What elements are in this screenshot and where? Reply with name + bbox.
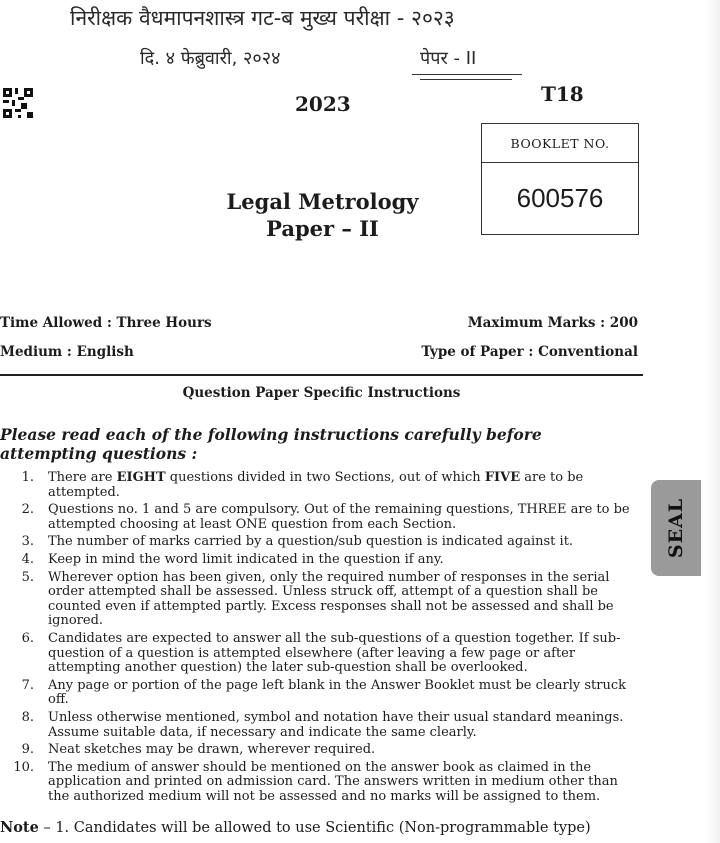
seal-tab [651,480,701,576]
time-allowed: Time Allowed : Three Hours [0,315,212,331]
instruction-item [0,632,640,676]
exam-year: 2023 [295,92,351,116]
handwritten-underline [412,74,522,75]
seal-label: SEAL [665,497,687,559]
qr-code-icon [3,88,33,118]
instruction-number: 2. [21,502,34,518]
medium: Medium : English [0,344,134,360]
divider-rule [0,374,643,376]
instruction-number: 4. [21,551,34,567]
instruction-text: The medium of answer should be mentioned on the answer book as claimed in the application and printed on admission card. The answers written in medium other than the authorized medium will not be assessed and no marks will be assigned to them. [48,759,618,804]
handwritten-paper-label: पेपर - II [420,48,477,69]
instruction-item [0,471,640,500]
instruction-number: 3. [21,534,34,550]
instruction-item [0,711,640,740]
paper-code: T18 [541,82,584,106]
note-label: Note [0,819,39,836]
instruction-item [0,503,640,532]
note-line [0,819,640,836]
instruction-item [0,761,640,805]
subject-title: Legal Metrology [226,189,419,214]
instruction-number: 6. [21,630,34,646]
paper-number: Paper – II [266,216,379,241]
note-text: – 1. Candidates will be allowed to use Scientific (Non-programmable type) [38,820,591,836]
instruction-number: 8. [21,709,34,725]
instruction-number: 7. [21,677,34,693]
instruction-item [0,679,640,708]
instruction-number: 1. [21,470,34,485]
instruction-text: Any page or portion of the page left blank in the Answer Booklet must be clearly struck off. [48,677,626,708]
instruction-item [0,535,640,550]
instruction-number: 10. [13,759,34,775]
instruction-emphasis: EIGHT [116,470,166,485]
instruction-text: Wherever option has been given, only the required number of responses in the serial order attempted shall be assessed. Unless struck off, attempt of a question shall be counted even if attempted partly. Excess responses shall not be assessed and shall be ignored. [48,569,614,629]
paper-title [225,188,420,242]
instruction-text: questions divided in two Sections, out of which [165,470,485,485]
paper-type: Type of Paper : Conventional [421,344,638,360]
instruction-text: are to be attempted. [48,470,584,500]
page-edge-shadow [706,0,720,843]
handwritten-exam-date: दि. ४ फेब्रुवारी, २०२४ [140,48,281,69]
instruction-text: There are [48,470,117,485]
booklet-label: BOOKLET NO. [482,124,638,163]
handwritten-underline-second [420,79,512,80]
instructions-lead: Please read each of the following instructions carefully before attempting questions : [0,425,542,463]
maximum-marks: Maximum Marks : 200 [467,315,638,331]
instructions-heading: Question Paper Specific Instructions [182,385,461,401]
instruction-list [0,471,640,807]
instruction-text: Keep in mind the word limit indicated in the question if any. [48,551,444,567]
booklet-number-box [481,123,639,235]
booklet-number: 600576 [516,182,604,213]
instruction-emphasis: FIVE [484,470,521,485]
instruction-item [0,743,640,758]
instruction-text: Neat sketches may be drawn, wherever required. [48,742,376,758]
instruction-item [0,553,640,568]
instruction-item [0,571,640,629]
instruction-text: Questions no. 1 and 5 are compulsory. Out of the remaining questions, THREE are to be attempted choosing at least ONE question from each Section. [48,502,630,532]
instruction-text: Candidates are expected to answer all the sub-questions of a question together. If sub-question of a question is attempted elsewhere (after leaving a few page or after attempting another question) the later sub-question shall be overlooked. [48,630,621,676]
instruction-number: 5. [21,569,34,585]
instruction-text: The number of marks carried by a question/sub question is indicated against it. [48,534,574,550]
handwritten-exam-title: निरीक्षक वैधमापनशास्त्र गट-ब मुख्य परीक्षा - २०२३ [70,6,455,30]
instruction-number: 9. [21,742,34,758]
instruction-text: Unless otherwise mentioned, symbol and notation have their usual standard meanings. Assume suitable data, if necessary and indicate the same clearly. [48,709,624,740]
